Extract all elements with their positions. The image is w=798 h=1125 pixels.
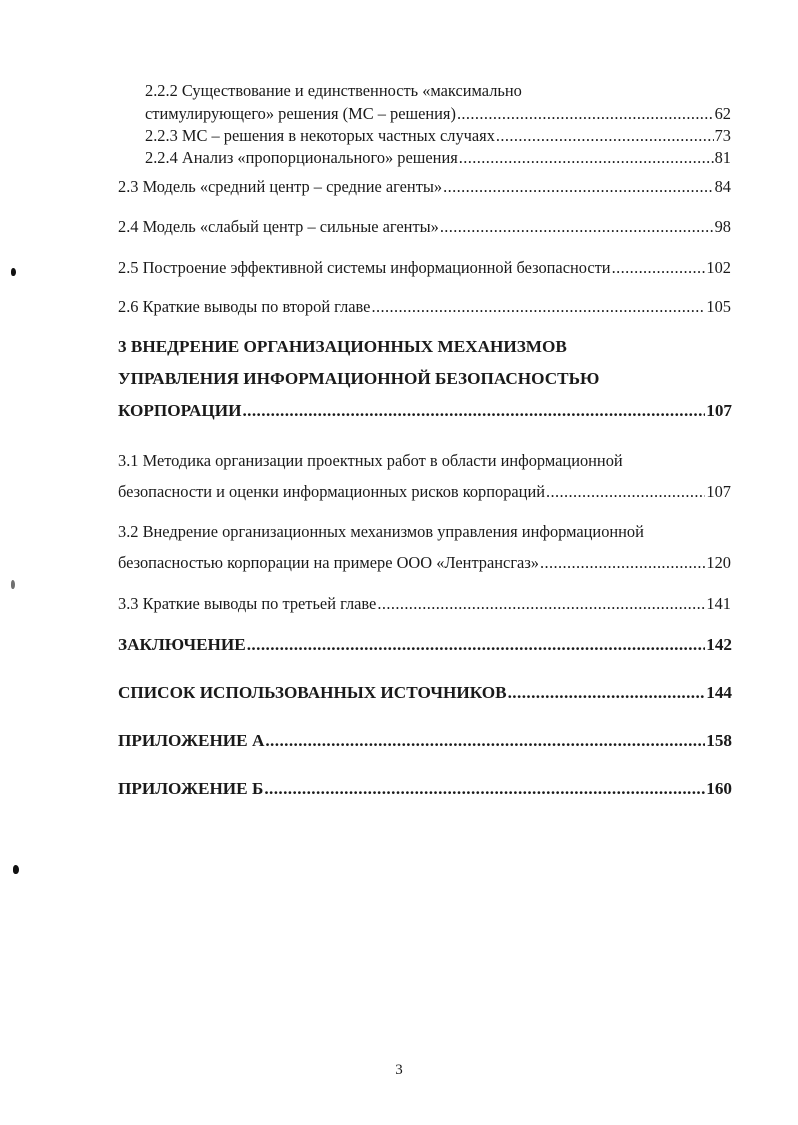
toc-chapter-3-line2: УПРАВЛЕНИЯ ИНФОРМАЦИОННОЙ БЕЗОПАСНОСТЬЮ — [118, 369, 600, 388]
toc-entry-title: 2.2.4 Анализ «пропорционального» решения — [145, 148, 458, 167]
toc-entry-title: КОРПОРАЦИИ — [118, 401, 242, 420]
toc-page-number: 141 — [706, 594, 731, 613]
toc-entry-title: 2.4 Модель «слабый центр – сильные агенты» — [118, 217, 439, 236]
toc-page-number: 73 — [714, 126, 731, 145]
dot-leader — [496, 126, 714, 146]
dot-leader — [443, 177, 714, 197]
toc-page-number: 107 — [706, 482, 731, 501]
dot-leader — [377, 594, 705, 614]
toc-page-number: 102 — [706, 258, 731, 277]
toc-entry-title: безопасности и оценки информационных рисков корпораций — [118, 482, 545, 501]
dot-leader — [264, 779, 705, 799]
dot-leader — [459, 148, 714, 168]
toc-entry-3-2[interactable] — [118, 553, 731, 573]
dot-leader — [440, 217, 714, 237]
scan-speck — [11, 268, 16, 276]
toc-entry-references[interactable] — [118, 683, 732, 703]
scan-speck — [13, 865, 19, 874]
toc-page-number: 142 — [706, 635, 732, 654]
toc-entry-2-5[interactable] — [118, 258, 731, 278]
toc-entry-title: безопасностью корпорации на примере ООО «Лентрансгаз» — [118, 553, 539, 572]
dot-leader — [612, 258, 706, 278]
toc-entry-title: СПИСОК ИСПОЛЬЗОВАННЫХ ИСТОЧНИКОВ — [118, 683, 507, 702]
toc-entry-2-2-2[interactable] — [145, 104, 731, 124]
page-number: 3 — [395, 1062, 403, 1078]
dot-leader — [508, 683, 706, 703]
toc-entry-title: 2.2.3 МС – решения в некоторых частных случаях — [145, 126, 495, 145]
toc-entry-3-1-line1: 3.1 Методика организации проектных работ в области информационной — [118, 451, 623, 470]
toc-page-number: 98 — [714, 217, 731, 236]
dot-leader — [265, 731, 705, 751]
toc-entry-conclusion[interactable] — [118, 635, 732, 655]
toc-entry-2-2-2-line1: 2.2.2 Существование и единственность «максимально — [145, 81, 522, 100]
scan-speck — [11, 580, 15, 589]
toc-entry-3-3[interactable] — [118, 594, 731, 614]
dot-leader — [242, 401, 705, 421]
toc-entry-title: 2.3 Модель «средний центр – средние агенты» — [118, 177, 443, 196]
toc-entry-2-3[interactable] — [118, 177, 731, 197]
toc-page-number: 120 — [706, 553, 731, 572]
toc-entry-2-4[interactable] — [118, 217, 731, 237]
toc-entry-appendix-a[interactable] — [118, 731, 732, 751]
dot-leader — [371, 297, 705, 317]
toc-page-number: 160 — [706, 779, 732, 798]
toc-entry-title: ПРИЛОЖЕНИЕ А — [118, 731, 265, 750]
toc-page-number: 107 — [706, 401, 732, 420]
toc-page-number: 81 — [714, 148, 731, 167]
toc-entry-title: ПРИЛОЖЕНИЕ Б — [118, 779, 264, 798]
toc-chapter-3-line1: 3 ВНЕДРЕНИЕ ОРГАНИЗАЦИОННЫХ МЕХАНИЗМОВ — [118, 337, 567, 356]
toc-entry-appendix-b[interactable] — [118, 779, 732, 799]
dot-leader — [540, 553, 705, 573]
toc-entry-title: 2.6 Краткие выводы по второй главе — [118, 297, 371, 316]
toc-entry-title: стимулирующего» решения (МС – решения) — [145, 104, 456, 123]
toc-page-number: 84 — [714, 177, 731, 196]
toc-page-number: 158 — [706, 731, 732, 750]
toc-entry-chapter-3[interactable] — [118, 401, 732, 421]
toc-page-number: 144 — [706, 683, 732, 702]
toc-entry-title: ЗАКЛЮЧЕНИЕ — [118, 635, 246, 654]
dot-leader — [546, 482, 705, 502]
toc-entry-2-2-4[interactable] — [145, 148, 731, 168]
toc-entry-title: 2.5 Построение эффективной системы информационной безопасности — [118, 258, 611, 277]
dot-leader — [457, 104, 714, 124]
toc-page-number: 62 — [714, 104, 731, 123]
toc-entry-2-6[interactable] — [118, 297, 731, 317]
toc-entry-2-2-3[interactable] — [145, 126, 731, 146]
toc-entry-3-1[interactable] — [118, 482, 731, 502]
toc-entry-3-2-line1: 3.2 Внедрение организационных механизмов управления информационной — [118, 522, 644, 541]
toc-page-number: 105 — [706, 297, 731, 316]
toc-entry-title: 3.3 Краткие выводы по третьей главе — [118, 594, 377, 613]
dot-leader — [247, 635, 705, 655]
